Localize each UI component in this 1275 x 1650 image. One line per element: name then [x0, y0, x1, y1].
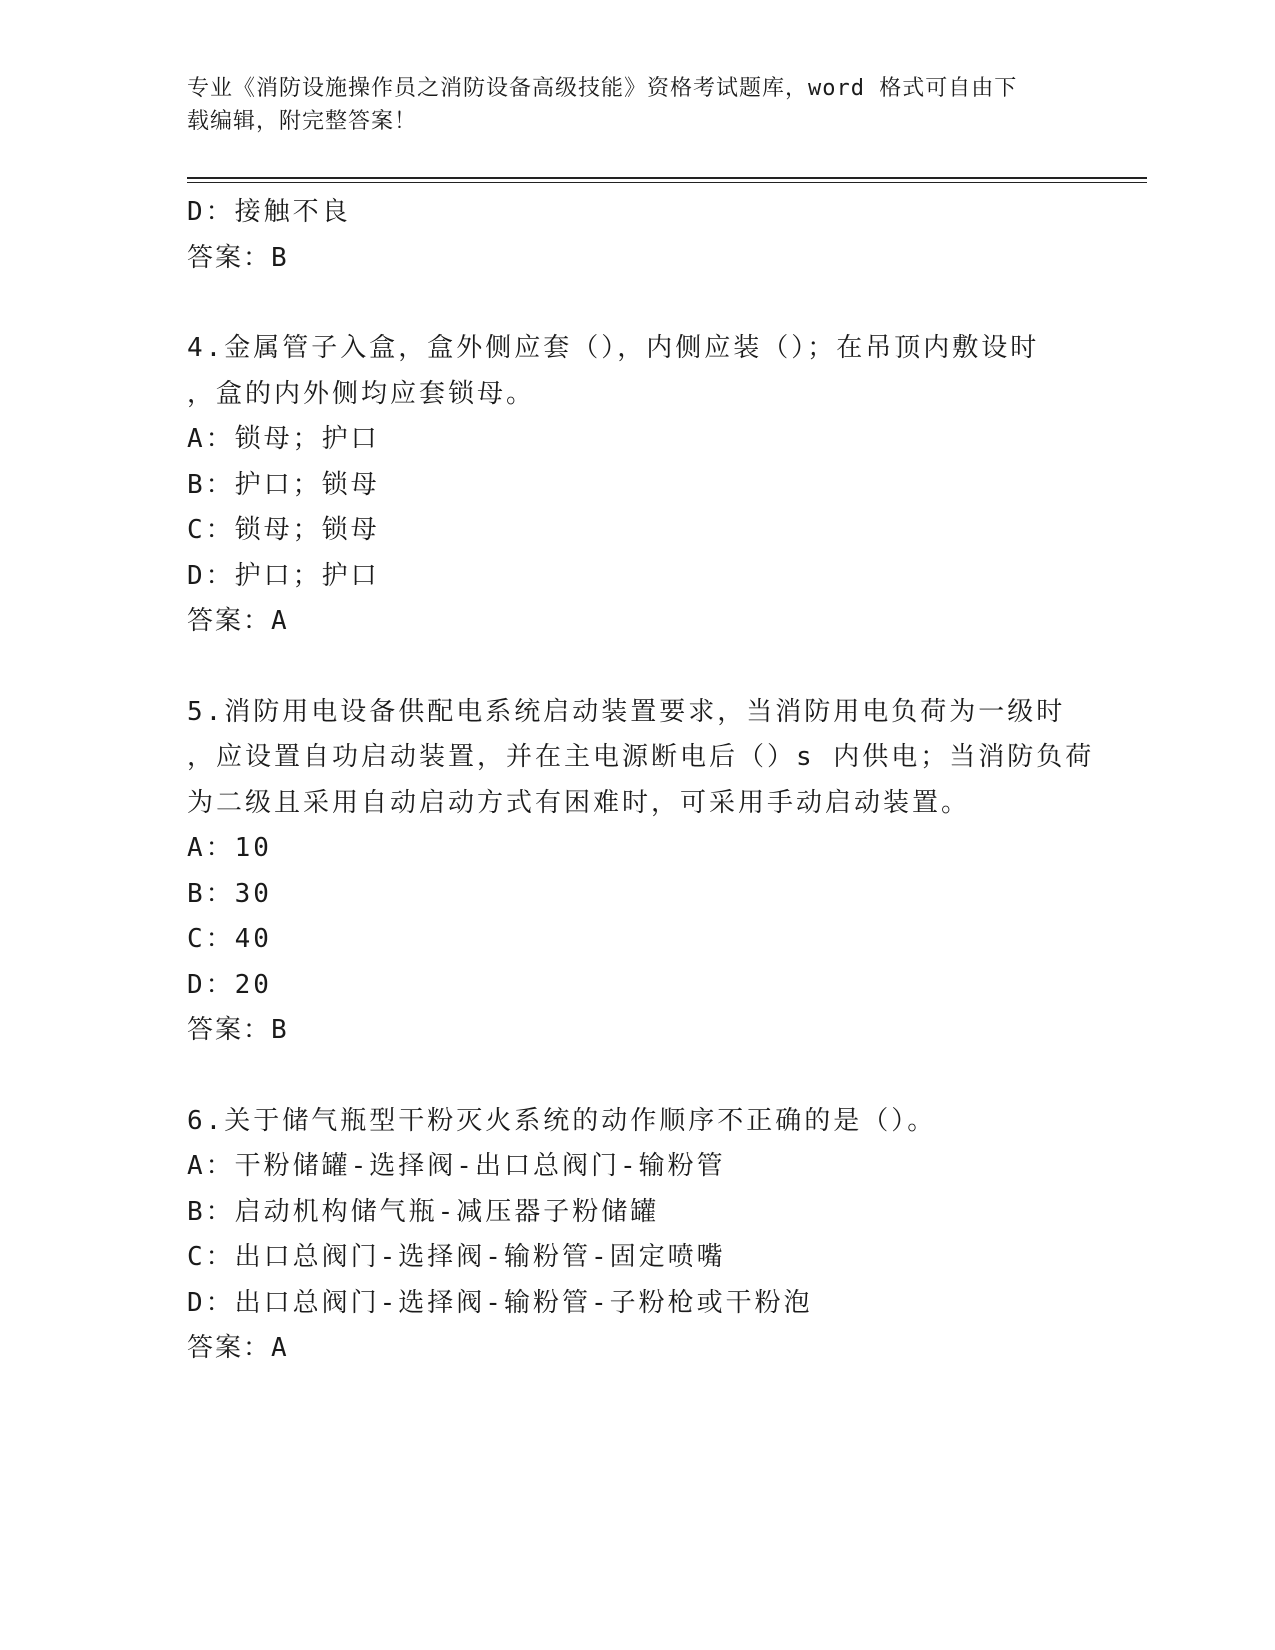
header-line-2: 载编辑，附完整答案！	[187, 109, 418, 134]
header-rule-thick	[187, 177, 1147, 179]
option-a: A：10	[187, 833, 272, 863]
stem-line: 为二级且采用自动启动方式有困难时，可采用手动启动装置。	[187, 787, 971, 818]
option-c: C：出口总阀门-选择阀-输粉管-固定喷嘴	[187, 1242, 726, 1272]
header-line-1: 专业《消防设施操作员之消防设备高级技能》资格考试题库，word 格式可自由下	[187, 76, 1018, 101]
option-c: C：锁母；锁母	[187, 515, 380, 545]
answer: 答案：A	[187, 1333, 289, 1363]
option-b: B：护口；锁母	[187, 469, 380, 500]
stem-line: 5.消防用电设备供配电系统启动装置要求，当消防用电负荷为一级时	[187, 696, 1066, 727]
document-header	[187, 72, 1087, 138]
question-stem	[187, 1099, 1087, 1145]
option-d: D：护口；护口	[187, 560, 380, 591]
option-d: D：出口总阀门-选择阀-输粉管-子粉枪或干粉泡	[187, 1287, 813, 1318]
option-a: A：干粉储罐-选择阀-出口总阀门-输粉管	[187, 1151, 726, 1181]
answer: 答案：B	[187, 1015, 289, 1045]
stem-line: ，应设置自功启动装置，并在主电源断电后（）s 内供电；当消防负荷	[187, 742, 1095, 772]
stem-line: 6.关于储气瓶型干粉灭火系统的动作顺序不正确的是（）。	[187, 1105, 937, 1136]
option-a: A：锁母；护口	[187, 424, 380, 454]
carry-over-block	[187, 190, 1087, 281]
question-content	[187, 190, 1095, 1372]
option-d: D：接触不良	[187, 197, 351, 227]
stem-line: ，盒的内外侧均应套锁母。	[187, 378, 536, 409]
option-b: B：30	[187, 878, 272, 909]
option-d: D：20	[187, 969, 272, 1000]
header-rule-thin	[187, 182, 1147, 183]
stem-line: 4.金属管子入盒，盒外侧应套（），内侧应装（）；在吊顶内敷设时	[187, 333, 1040, 363]
question-5	[187, 690, 1095, 1054]
option-b: B：启动机构储气瓶-减压器子粉储罐	[187, 1196, 660, 1227]
answer: 答案：A	[187, 606, 289, 636]
question-6	[187, 1099, 1087, 1372]
question-4	[187, 326, 1087, 645]
question-stem	[187, 690, 1095, 827]
answer: 答案：B	[187, 242, 289, 273]
question-stem	[187, 326, 1087, 417]
option-c: C：40	[187, 924, 272, 954]
